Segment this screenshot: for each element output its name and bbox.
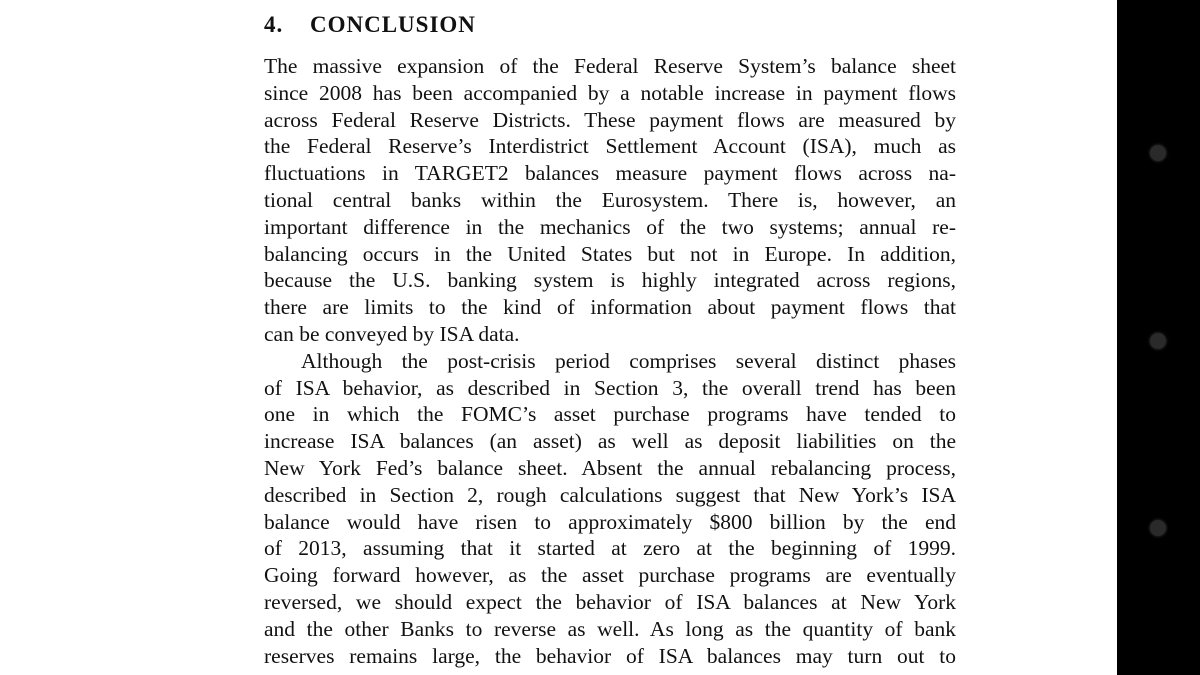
text-line: important difference in the mechanics of the two systems; annual re-: [264, 214, 956, 239]
text-line: Although the post-crisis period comprises several distinct phases: [301, 348, 956, 373]
paragraph-1: [264, 53, 956, 348]
text-line: balance would have risen to approximately $800 billion by the end: [264, 509, 956, 534]
text-line: of 2013, assuming that it started at zero at the beginning of 1999.: [264, 536, 956, 561]
text-line: The massive expansion of the Federal Reserve System’s balance sheet: [264, 54, 956, 78]
text-line: tional central banks within the Eurosystem. There is, however, an: [264, 187, 956, 212]
text-line: fluctuations in TARGET2 balances measure payment flows across na-: [264, 161, 956, 186]
text-line: can be conveyed by ISA data.: [264, 321, 520, 346]
dot-icon[interactable]: [1150, 333, 1166, 349]
paragraph-2: [264, 348, 956, 670]
section-title: CONCLUSION: [310, 12, 476, 37]
text-line: reversed, we should expect the behavior of ISA balances at New York: [264, 589, 956, 614]
text-line: balancing occurs in the United States but not in Europe. In addition,: [264, 241, 956, 266]
text-line: of ISA behavior, as described in Section 3, the overall trend has been: [264, 375, 956, 400]
section-number: 4.: [264, 12, 284, 37]
text-line: and the other Banks to reverse as well. As long as the quantity of bank: [264, 616, 956, 641]
text-line: the Federal Reserve’s Interdistrict Settlement Account (ISA), much as: [264, 134, 956, 159]
text-line: because the U.S. banking system is highly integrated across regions,: [264, 268, 956, 293]
text-line: one in which the FOMC’s asset purchase programs have tended to: [264, 402, 956, 427]
text-line: since 2008 has been accompanied by a notable increase in payment flows: [264, 80, 956, 105]
side-scroll-bar[interactable]: [1117, 0, 1200, 675]
dot-icon[interactable]: [1150, 520, 1166, 536]
text-line: there are limits to the kind of information about payment flows that: [264, 295, 956, 320]
text-line: across Federal Reserve Districts. These payment flows are measured by: [264, 107, 956, 132]
text-line: increase ISA balances (an asset) as well as deposit liabilities on the: [264, 429, 956, 454]
text-column: [264, 10, 956, 669]
text-line: New York Fed’s balance sheet. Absent the annual rebalancing process,: [264, 455, 956, 480]
text-line: Going forward however, as the asset purchase programs are eventually: [264, 563, 956, 588]
dot-icon[interactable]: [1150, 145, 1166, 161]
text-line: described in Section 2, rough calculations suggest that New York’s ISA: [264, 482, 956, 507]
text-line: reserves remains large, the behavior of ISA balances may turn out to: [264, 643, 956, 668]
section-heading: [264, 10, 956, 40]
